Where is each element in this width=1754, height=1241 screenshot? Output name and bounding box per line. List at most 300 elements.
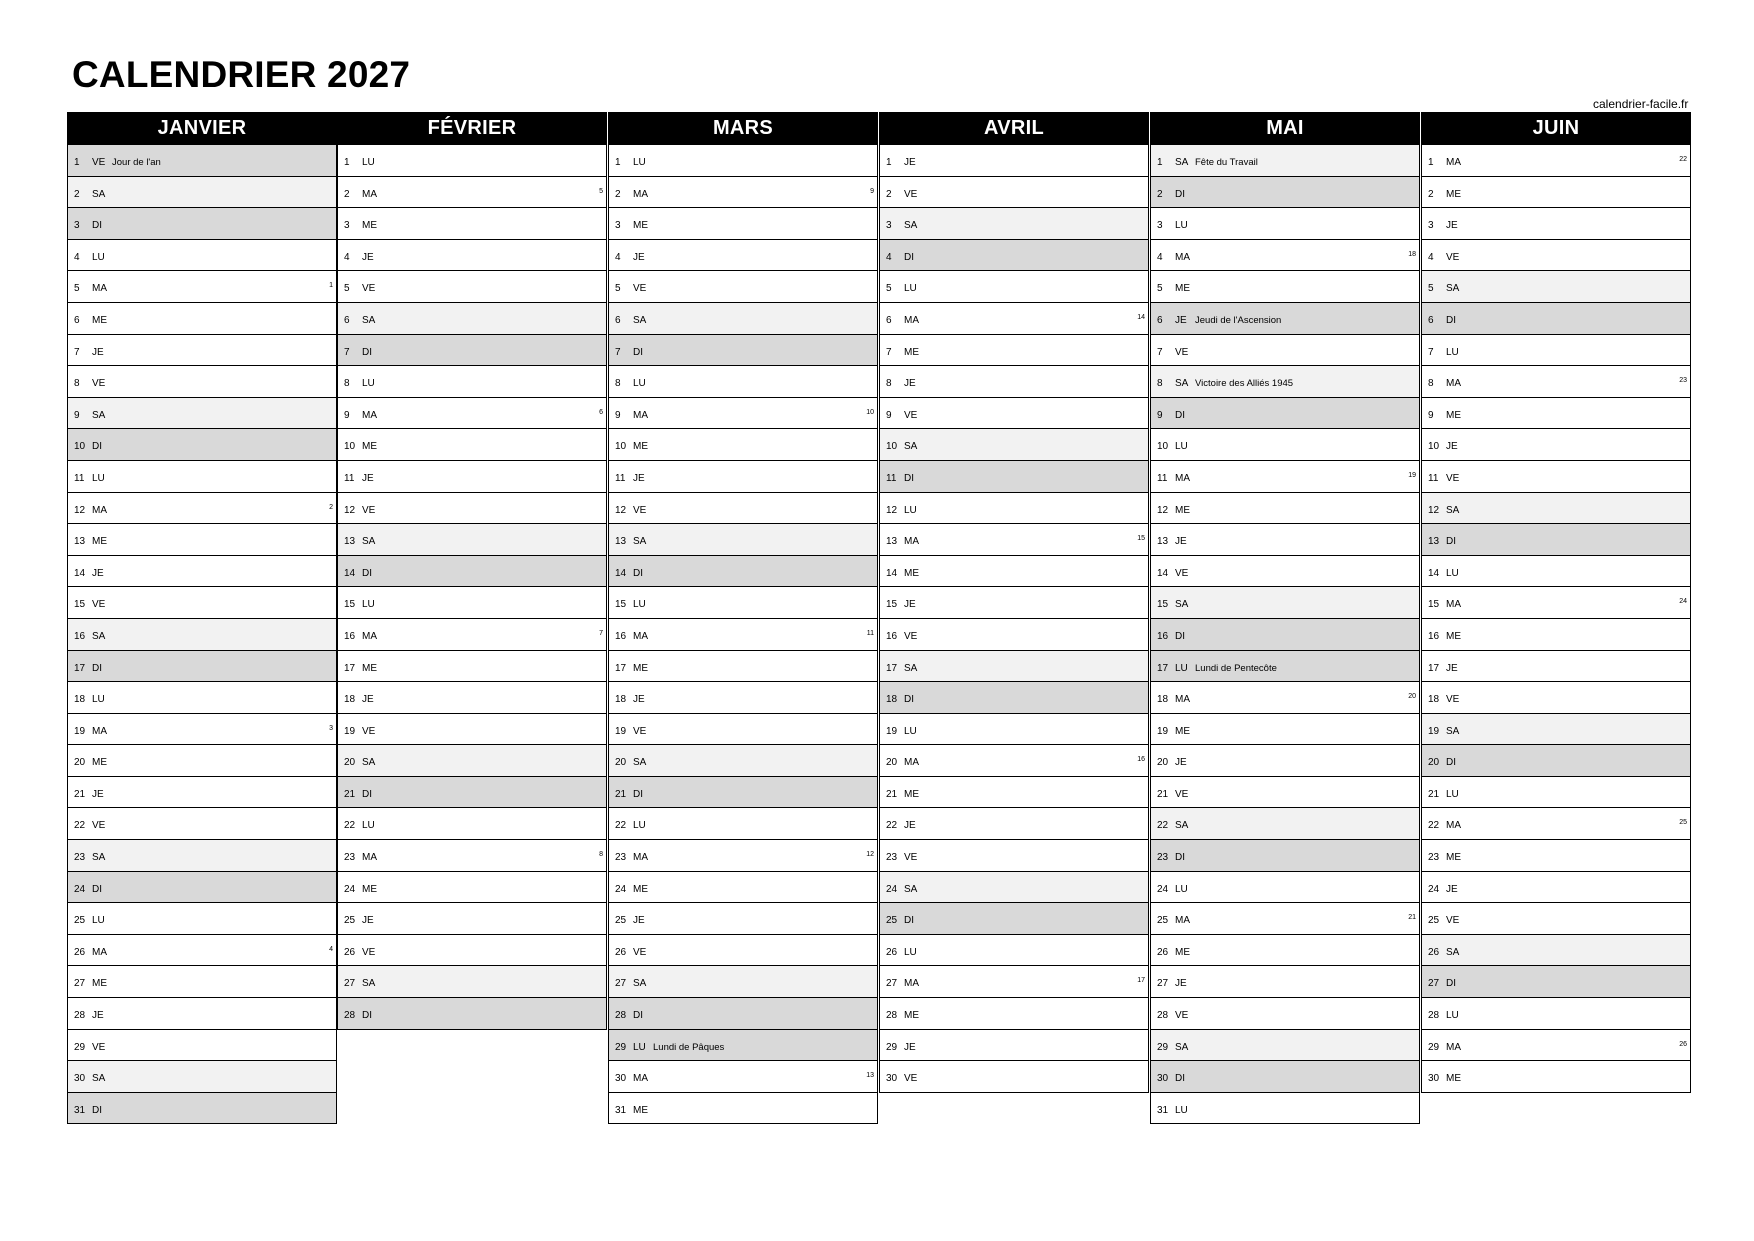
day-weekday: JE [1175,757,1187,769]
day-weekday: DI [633,346,643,358]
day-number: 23 [1428,852,1440,864]
month-header: MARS [608,112,878,145]
day-weekday: JE [904,1041,916,1053]
day-weekday: SA [1175,820,1189,832]
day-row [880,493,1148,525]
day-weekday: JE [92,1010,104,1022]
day-row [880,745,1148,777]
day-number: 17 [344,662,356,674]
day-row [68,808,336,840]
day-number: 22 [1157,820,1169,832]
day-row [880,587,1148,619]
day-row [1422,745,1690,777]
day-weekday: MA [1175,694,1190,706]
month-days [337,145,607,1030]
day-number: 16 [1428,630,1440,642]
day-weekday: DI [92,883,102,895]
day-number: 11 [1157,472,1168,484]
day-number: 19 [74,725,86,737]
day-number: 18 [74,694,86,706]
day-weekday: JE [633,251,645,263]
day-row [609,208,877,240]
day-number: 10 [886,441,898,453]
day-weekday: DI [904,472,914,484]
day-row [1151,461,1419,493]
day-weekday: LU [1175,883,1188,895]
week-number: 24 [1679,598,1687,606]
day-row [68,935,336,967]
day-weekday: ME [1446,1073,1461,1085]
day-number: 6 [344,314,350,326]
day-number: 18 [1157,694,1169,706]
day-row [880,271,1148,303]
day-number: 7 [1428,346,1434,358]
day-number: 16 [615,630,627,642]
day-row [68,1093,336,1125]
day-row [1422,208,1690,240]
day-number: 21 [1428,788,1440,800]
day-weekday: MA [362,852,377,864]
day-number: 24 [1157,883,1169,895]
day-weekday: JE [904,820,916,832]
day-row [880,903,1148,935]
day-row [68,429,336,461]
day-number: 21 [615,788,627,800]
day-weekday: SA [633,314,647,326]
day-number: 5 [886,283,892,295]
day-row [880,524,1148,556]
day-number: 3 [886,220,892,232]
day-row [1151,1061,1419,1093]
day-number: 6 [1428,314,1434,326]
day-weekday: DI [362,346,372,358]
day-number: 5 [74,283,80,295]
day-weekday: ME [904,1010,919,1022]
day-row [880,682,1148,714]
day-row [880,998,1148,1030]
day-number: 19 [1157,725,1169,737]
day-weekday: LU [1446,1010,1459,1022]
day-weekday: ME [362,883,377,895]
day-number: 13 [886,536,898,548]
day-row [880,714,1148,746]
day-weekday: LU [92,251,105,263]
day-number: 8 [615,378,621,390]
day-number: 8 [1157,378,1163,390]
day-weekday: MA [1446,1041,1461,1053]
day-row [880,840,1148,872]
day-row [880,556,1148,588]
day-row [609,745,877,777]
day-row [68,682,336,714]
day-weekday: SA [904,662,918,674]
day-number: 12 [344,504,356,516]
day-number: 9 [615,409,621,421]
day-weekday: SA [904,220,918,232]
day-weekday: LU [633,157,646,168]
day-row [338,271,606,303]
day-weekday: VE [904,852,918,864]
day-number: 26 [344,946,356,958]
day-weekday: DI [1175,1073,1185,1085]
day-weekday: DI [633,567,643,579]
day-number: 28 [74,1010,86,1022]
day-row [1422,556,1690,588]
week-number: 9 [870,187,874,195]
day-number: 11 [1428,472,1439,484]
day-row [609,1061,877,1093]
day-row [609,808,877,840]
day-weekday: JE [1175,536,1187,548]
day-number: 20 [1157,757,1169,769]
day-weekday: MA [904,757,919,769]
day-number: 28 [615,1010,627,1022]
day-number: 24 [886,883,898,895]
day-weekday: DI [904,251,914,263]
day-weekday: JE [1446,441,1458,453]
day-weekday: JE [362,694,374,706]
day-weekday: VE [362,946,376,958]
day-number: 4 [1428,251,1434,263]
day-weekday: VE [362,504,376,516]
day-row [338,935,606,967]
day-row [338,303,606,335]
month-column [1150,112,1420,1124]
day-row [1422,998,1690,1030]
day-number: 4 [615,251,621,263]
day-weekday: SA [1175,1041,1189,1053]
day-weekday: DI [1446,978,1456,990]
day-row [1422,493,1690,525]
day-weekday: ME [1446,188,1461,200]
day-number: 6 [886,314,892,326]
day-row [68,872,336,904]
day-number: 20 [74,757,86,769]
day-number: 23 [615,852,627,864]
day-weekday: MA [633,1073,648,1085]
week-number: 3 [329,724,333,732]
day-number: 13 [1157,536,1169,548]
day-row [1422,303,1690,335]
day-weekday: SA [1446,946,1460,958]
day-number: 20 [886,757,898,769]
day-weekday: JE [92,567,104,579]
day-number: 8 [344,378,350,390]
day-weekday: ME [1175,725,1190,737]
day-weekday: ME [92,757,107,769]
day-number: 19 [1428,725,1440,737]
day-row [609,429,877,461]
week-number: 6 [599,408,603,416]
day-row [1151,903,1419,935]
day-number: 30 [615,1073,627,1085]
day-row [68,556,336,588]
day-number: 29 [1428,1041,1440,1053]
day-number: 12 [1428,504,1440,516]
day-row [880,461,1148,493]
week-number: 10 [866,408,874,416]
day-number: 2 [344,188,350,200]
day-number: 7 [615,346,621,358]
day-weekday: DI [904,915,914,927]
day-number: 17 [886,662,898,674]
day-weekday: MA [92,283,107,295]
day-weekday: DI [1175,630,1185,642]
day-weekday: DI [633,1010,643,1022]
day-row [1422,1030,1690,1062]
day-weekday: ME [92,978,107,990]
day-row [68,303,336,335]
day-number: 21 [344,788,356,800]
day-row [1151,587,1419,619]
day-number: 31 [1157,1104,1169,1116]
day-number: 23 [1157,852,1169,864]
week-number: 14 [1137,313,1145,321]
day-row [338,429,606,461]
day-row [338,587,606,619]
day-row [68,1061,336,1093]
day-weekday: MA [904,536,919,548]
day-row [1151,840,1419,872]
day-weekday: JE [904,378,916,390]
day-row [338,366,606,398]
day-number: 10 [1157,441,1169,453]
month-days [1421,145,1691,1093]
day-weekday: DI [362,1010,372,1022]
day-row [68,840,336,872]
day-number: 8 [886,378,892,390]
day-weekday: SA [362,978,376,990]
week-number: 26 [1679,1040,1687,1048]
day-weekday: JE [904,599,916,611]
month-days [879,145,1149,1093]
day-weekday: LU [633,1041,646,1053]
day-weekday: SA [92,409,106,421]
day-row [1151,524,1419,556]
day-weekday: VE [904,630,918,642]
day-row [1151,556,1419,588]
day-row [609,682,877,714]
day-weekday: DI [92,441,102,453]
week-number: 15 [1137,535,1145,543]
month-days [608,145,878,1124]
day-weekday: SA [92,188,106,200]
day-number: 25 [74,915,86,927]
day-weekday: LU [1175,1104,1188,1116]
day-weekday: MA [633,409,648,421]
week-number: 13 [866,1072,874,1080]
day-weekday: LU [92,472,105,484]
day-row [1151,429,1419,461]
day-weekday: VE [633,504,647,516]
day-weekday: MA [904,314,919,326]
day-weekday: ME [633,662,648,674]
day-weekday: VE [1446,915,1460,927]
day-weekday: DI [1446,536,1456,548]
day-row [1422,240,1690,272]
day-row [609,840,877,872]
day-number: 14 [1157,567,1169,579]
day-number: 5 [1428,283,1434,295]
day-number: 2 [74,188,80,200]
day-row [880,145,1148,177]
day-row [1151,335,1419,367]
page-title: CALENDRIER 2027 [72,54,411,95]
day-row [609,619,877,651]
day-number: 9 [886,409,892,421]
day-weekday: ME [92,314,107,326]
day-number: 15 [886,599,898,611]
day-number: 15 [1428,599,1440,611]
day-row [338,966,606,998]
day-number: 29 [886,1041,898,1053]
day-weekday: SA [904,883,918,895]
day-number: 12 [615,504,627,516]
day-row [338,398,606,430]
day-row [880,966,1148,998]
day-number: 11 [344,472,355,484]
day-weekday: LU [362,820,375,832]
day-number: 24 [1428,883,1440,895]
day-row [338,777,606,809]
day-weekday: JE [1446,220,1458,232]
day-weekday: MA [362,188,377,200]
day-row [609,303,877,335]
day-number: 25 [1157,915,1169,927]
day-number: 15 [615,599,627,611]
day-weekday: MA [1446,157,1461,168]
day-number: 3 [615,220,621,232]
day-row [609,998,877,1030]
day-weekday: MA [633,852,648,864]
day-row [880,651,1148,683]
day-weekday: VE [633,725,647,737]
day-row [1151,1093,1419,1125]
day-number: 30 [1428,1073,1440,1085]
day-weekday: VE [904,409,918,421]
day-row [68,903,336,935]
week-number: 25 [1679,819,1687,827]
day-number: 15 [74,599,86,611]
day-weekday: JE [1175,314,1187,326]
day-row [609,966,877,998]
day-row [68,493,336,525]
day-weekday: JE [633,694,645,706]
day-number: 5 [615,283,621,295]
day-row [1422,271,1690,303]
day-row [1422,398,1690,430]
day-number: 14 [615,567,627,579]
day-weekday: DI [1175,852,1185,864]
day-weekday: DI [92,1104,102,1116]
day-weekday: SA [633,978,647,990]
day-row [338,240,606,272]
day-number: 16 [1157,630,1169,642]
day-row [1422,335,1690,367]
day-weekday: LU [1175,220,1188,232]
day-number: 10 [615,441,627,453]
day-row [1151,1030,1419,1062]
day-number: 25 [344,915,356,927]
day-number: 11 [74,472,85,484]
day-row [68,619,336,651]
day-weekday: SA [633,757,647,769]
day-row [1422,840,1690,872]
day-number: 22 [1428,820,1440,832]
day-number: 3 [1428,220,1434,232]
day-weekday: DI [904,694,914,706]
day-number: 27 [615,978,627,990]
day-weekday: LU [904,725,917,737]
month-column [67,112,337,1124]
day-number: 16 [74,630,86,642]
day-number: 13 [74,536,86,548]
week-number: 12 [866,851,874,859]
day-weekday: LU [1175,662,1188,674]
day-row [68,271,336,303]
day-weekday: LU [1446,788,1459,800]
day-number: 11 [886,472,897,484]
day-number: 22 [74,820,86,832]
day-row [1422,903,1690,935]
day-row [880,935,1148,967]
day-row [1151,651,1419,683]
day-row [880,240,1148,272]
day-row [880,398,1148,430]
day-row [1151,872,1419,904]
day-weekday: VE [92,820,106,832]
day-weekday: ME [92,536,107,548]
day-weekday: MA [92,725,107,737]
day-row [1422,777,1690,809]
day-number: 18 [615,694,627,706]
day-number: 3 [1157,220,1163,232]
day-weekday: MA [92,946,107,958]
day-weekday: DI [1446,757,1456,769]
day-weekday: LU [904,504,917,516]
day-weekday: LU [904,283,917,295]
month-column [337,112,607,1030]
day-number: 3 [74,220,80,232]
day-number: 21 [1157,788,1169,800]
holiday-label: Lundi de Pentecôte [1195,662,1277,674]
day-row [1422,935,1690,967]
day-row [1151,619,1419,651]
day-number: 3 [344,220,350,232]
month-column [1421,112,1691,1093]
holiday-label: Victoire des Alliés 1945 [1195,378,1294,390]
day-row [1422,429,1690,461]
day-number: 9 [1157,409,1163,421]
day-weekday: VE [362,283,376,295]
day-row [1422,524,1690,556]
day-row [880,808,1148,840]
day-row [1151,271,1419,303]
day-weekday: VE [904,1073,918,1085]
day-number: 21 [886,788,898,800]
day-number: 31 [615,1104,627,1116]
day-number: 17 [1428,662,1440,674]
day-row [1422,872,1690,904]
day-row [1151,240,1419,272]
day-weekday: ME [633,1104,648,1116]
day-weekday: JE [633,915,645,927]
week-number: 17 [1137,977,1145,985]
day-weekday: SA [362,757,376,769]
day-row [609,240,877,272]
week-number: 5 [599,187,603,195]
day-row [609,177,877,209]
